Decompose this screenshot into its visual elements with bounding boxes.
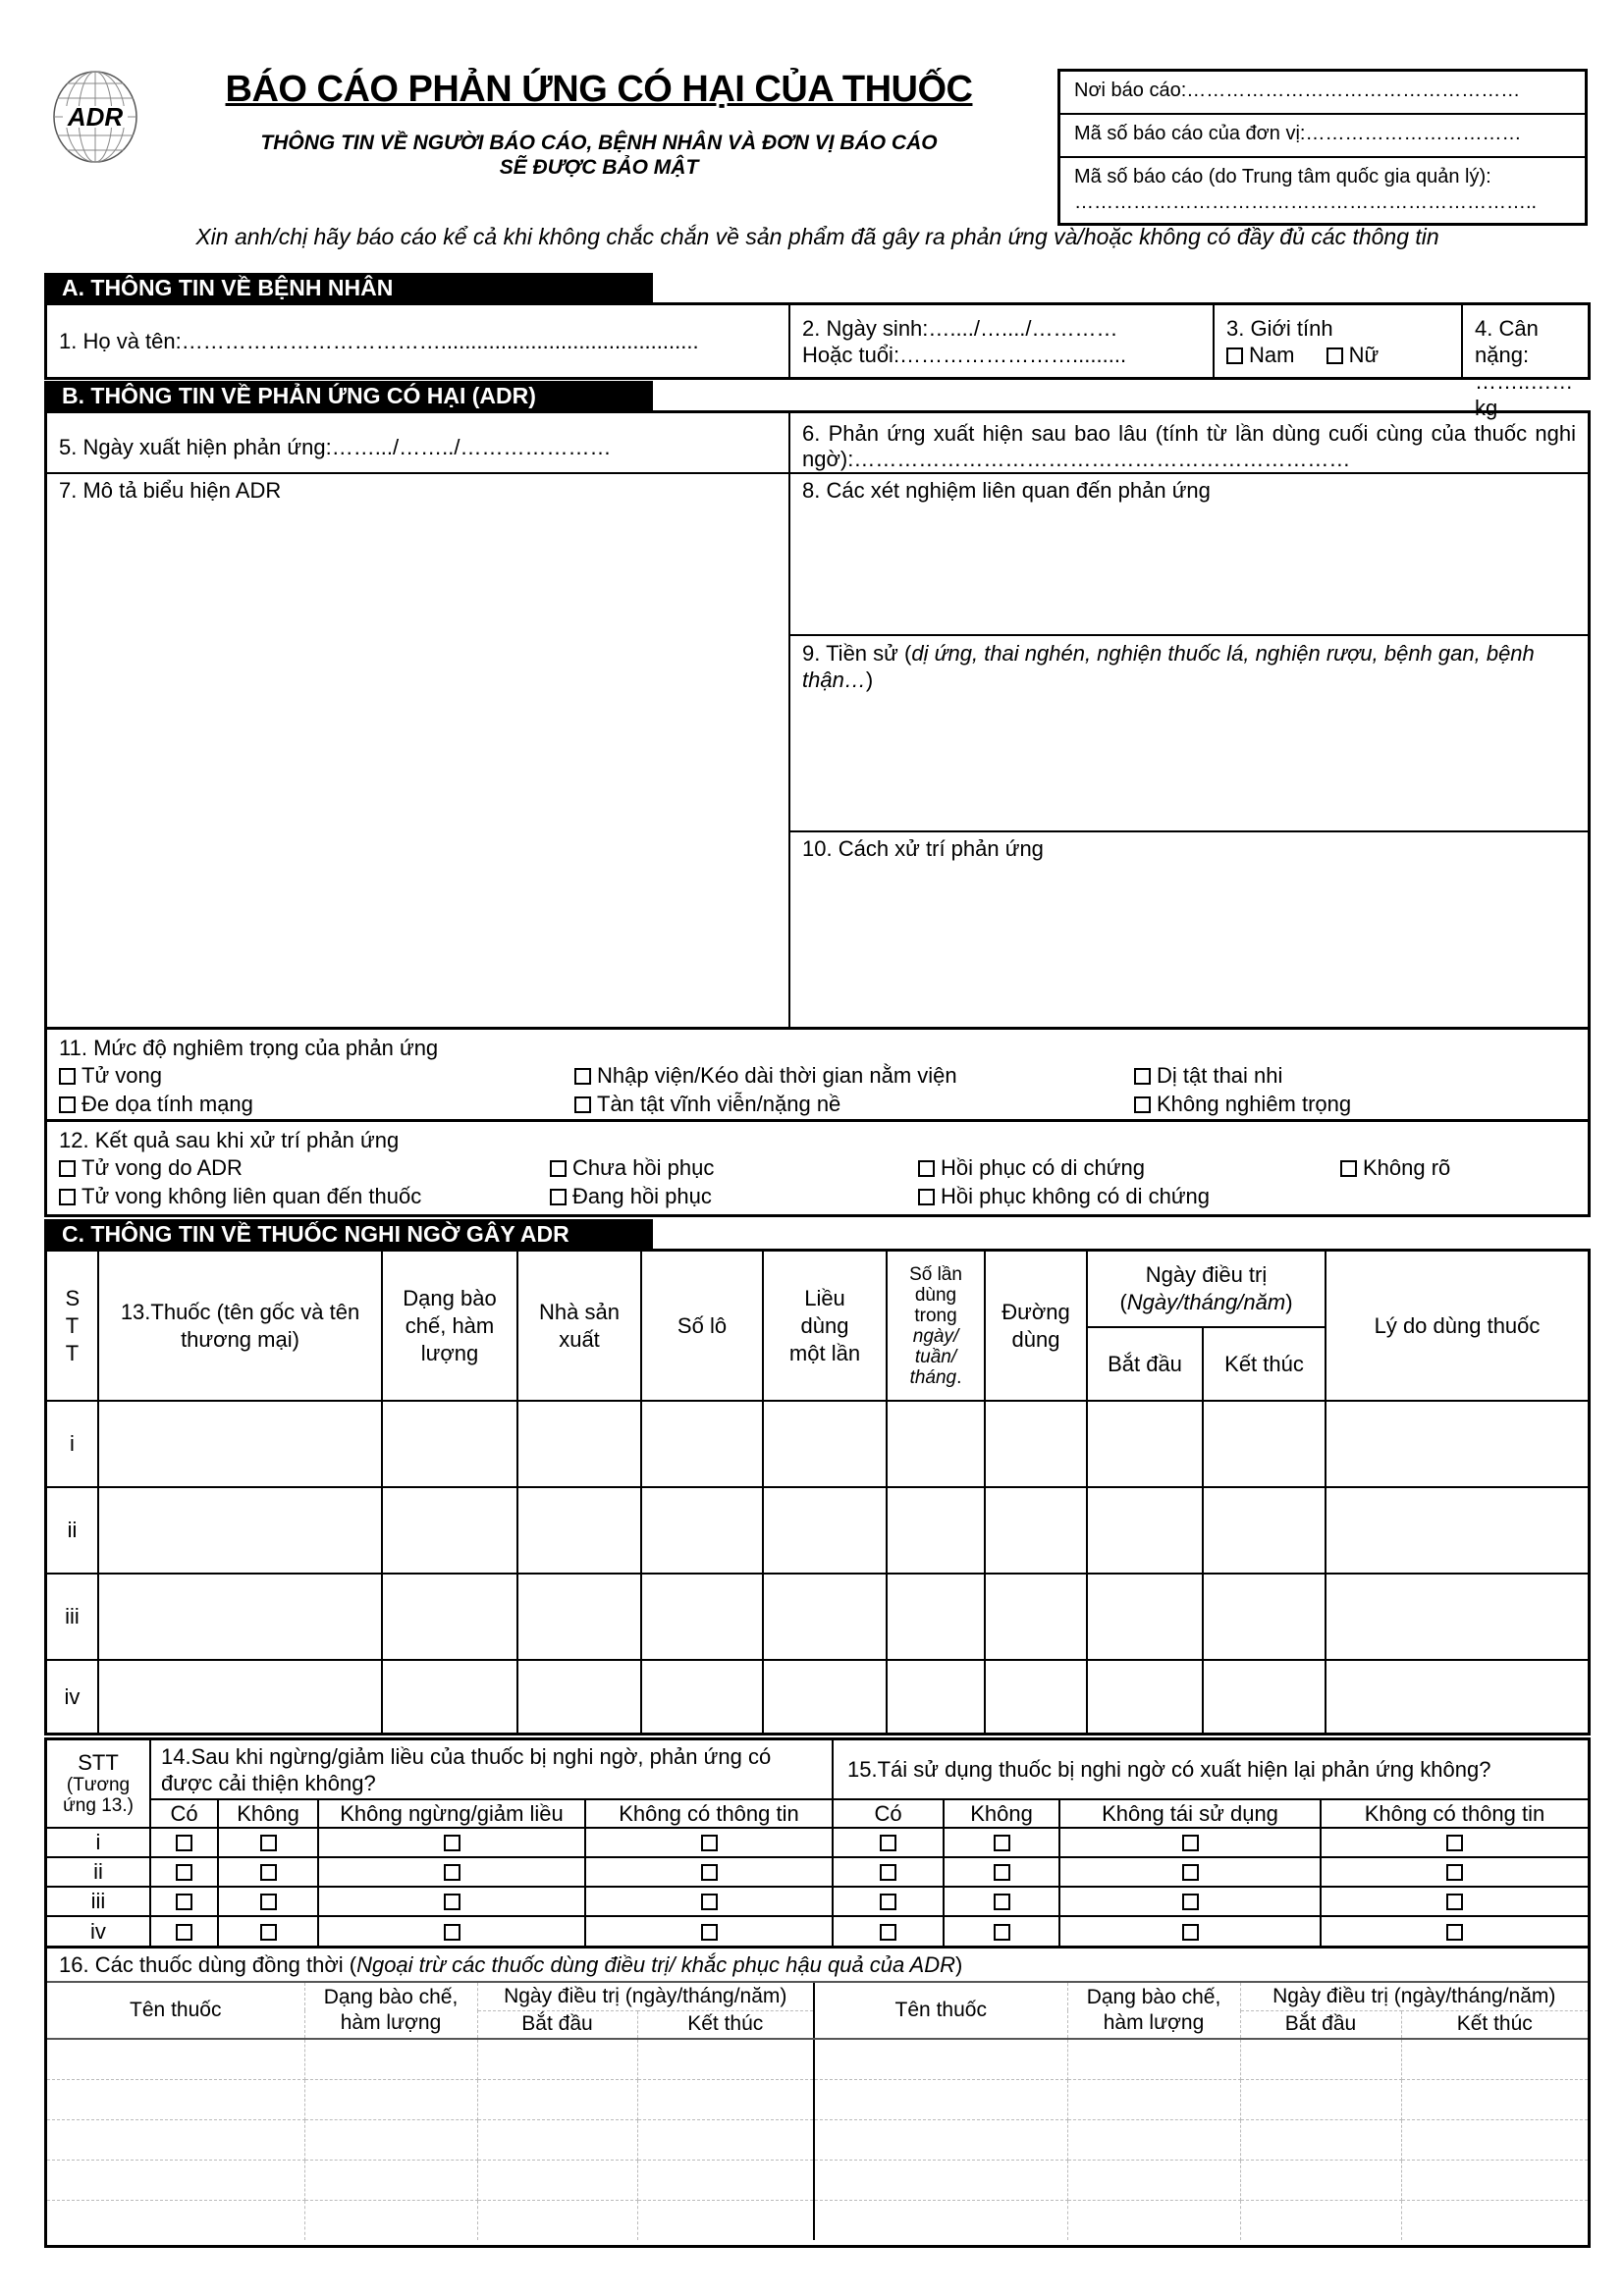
q15-col-yes: Có	[833, 1799, 944, 1828]
table-row: iii	[47, 1574, 1588, 1660]
col-drug-name: 13.Thuốc (tên gốc và tên thương mại)	[98, 1252, 382, 1401]
concomitant-label: 16. Các thuốc dùng đồng thời (Ngoại trừ các thuốc dùng điều trị/ khắc phục hậu quả của ADR)	[47, 1949, 1588, 1983]
col-reason: Lý do dùng thuốc	[1326, 1252, 1588, 1401]
checkbox[interactable]	[994, 1924, 1010, 1941]
table-row	[47, 2160, 1588, 2200]
onset-date-field[interactable]: 5. Ngày xuất hiện phản ứng:…….../……../…………………	[59, 435, 612, 459]
q15-rechallenge: 15.Tái sử dụng thuốc bị nghi ngờ có xuất hiện lại phản ứng không?	[833, 1740, 1588, 1799]
severity-option-life-threatening[interactable]: Đe dọa tính mạng	[47, 1088, 265, 1121]
table-row	[47, 2200, 1588, 2240]
gender-field: 3. Giới tính Nam Nữ	[1226, 316, 1380, 367]
checkbox[interactable]	[880, 1924, 896, 1941]
checkbox[interactable]	[444, 1835, 460, 1851]
checkbox[interactable]	[176, 1894, 192, 1910]
checkbox[interactable]	[701, 1864, 718, 1881]
concomitant-drugs-table	[47, 1983, 1588, 2240]
col-lot-number: Số lô	[641, 1252, 763, 1401]
checkbox[interactable]	[59, 1189, 76, 1205]
checkbox[interactable]	[880, 1894, 896, 1910]
checkbox[interactable]	[701, 1894, 718, 1910]
outcome-label: 12. Kết quả sau khi xử trí phản ứng	[59, 1128, 400, 1152]
severity-option-not-serious[interactable]: Không nghiêm trọng	[1122, 1088, 1363, 1121]
col-dosage-form: Dạng bào chế, hàm lượng	[382, 1252, 517, 1401]
checkbox[interactable]	[574, 1068, 591, 1085]
outcome-option-death-unrelated[interactable]: Tử vong không liên quan đến thuốc	[47, 1180, 433, 1213]
severity-label: 11. Mức độ nghiêm trọng của phản ứng	[59, 1036, 439, 1060]
checkbox[interactable]	[1446, 1894, 1463, 1910]
dechallenge-rechallenge-table	[44, 1737, 1591, 1949]
drug-cell[interactable]	[98, 1401, 382, 1487]
checkbox[interactable]	[176, 1835, 192, 1851]
col-route: Đường dùng	[985, 1252, 1087, 1401]
lab-tests-field[interactable]: 8. Các xét nghiệm liên quan đến phản ứng	[802, 478, 1211, 503]
checkbox[interactable]	[1182, 1924, 1199, 1941]
q14-col-no: Không	[218, 1799, 318, 1828]
q15-col-no-info: Không có thông tin	[1321, 1799, 1588, 1828]
col-start-left: Bắt đầu	[477, 2010, 637, 2039]
q14-col-not-stopped: Không ngừng/giảm liều	[318, 1799, 585, 1828]
checkbox[interactable]	[994, 1894, 1010, 1910]
stt-header: STT (Tương ứng 13.)	[47, 1740, 150, 1828]
table-row: i	[47, 1828, 1588, 1857]
outcome-option-not-recovered[interactable]: Chưa hồi phục	[538, 1151, 726, 1185]
checkbox[interactable]	[994, 1864, 1010, 1881]
col-single-dose: Liều dùng một lần	[763, 1252, 887, 1401]
checkbox[interactable]	[1446, 1835, 1463, 1851]
severity-option-death[interactable]: Tử vong	[47, 1059, 174, 1093]
national-report-code-field[interactable]: Mã số báo cáo (do Trung tâm quốc gia quản lý): ……………………………………………………………..	[1074, 166, 1538, 213]
checkbox[interactable]	[260, 1924, 277, 1941]
col-drug-name-right: Tên thuốc	[814, 1983, 1067, 2039]
checkbox[interactable]	[880, 1864, 896, 1881]
col-frequency: Số lần dùng trong ngày/ tuần/ tháng.	[887, 1252, 985, 1401]
svg-text:ADR: ADR	[67, 102, 124, 132]
outcome-option-unknown[interactable]: Không rõ	[1328, 1151, 1462, 1185]
checkbox[interactable]	[260, 1835, 277, 1851]
table-row: iv	[47, 1660, 1588, 1733]
checkbox[interactable]	[994, 1835, 1010, 1851]
checkbox[interactable]	[701, 1924, 718, 1941]
col-end-date: Kết thúc	[1203, 1327, 1326, 1401]
checkbox[interactable]	[59, 1160, 76, 1177]
checkbox[interactable]	[260, 1894, 277, 1910]
checkbox[interactable]	[880, 1835, 896, 1851]
checkbox[interactable]	[444, 1894, 460, 1910]
table-row: i	[47, 1401, 1588, 1487]
concomitant-drugs-block	[44, 1949, 1591, 2248]
checkbox[interactable]	[1182, 1894, 1199, 1910]
outcome-option-recovered-sequelae[interactable]: Hồi phục có di chứng	[906, 1151, 1157, 1185]
drug-cell[interactable]	[98, 1660, 382, 1733]
q14-col-no-info: Không có thông tin	[585, 1799, 833, 1828]
subtitle-line-1: THÔNG TIN VỀ NGƯỜI BÁO CÁO, BỆNH NHÂN VÀ ĐƠN VỊ BÁO CÁO	[260, 132, 938, 154]
table-row	[47, 2039, 1588, 2079]
q14-dechallenge: 14.Sau khi ngừng/giảm liều của thuốc bị nghi ngờ, phản ứng có được cải thiện không?	[150, 1740, 833, 1799]
checkbox[interactable]	[176, 1864, 192, 1881]
section-b-header: B. THÔNG TIN VỀ PHẢN ỨNG CÓ HẠI (ADR)	[44, 381, 653, 410]
checkbox[interactable]	[444, 1924, 460, 1941]
checkbox[interactable]	[59, 1096, 76, 1113]
col-end-left: Kết thúc	[637, 2010, 814, 2039]
section-a-header: A. THÔNG TIN VỀ BỆNH NHÂN	[44, 273, 653, 302]
checkbox[interactable]	[918, 1189, 935, 1205]
checkbox[interactable]	[1340, 1160, 1357, 1177]
col-manufacturer: Nhà sản xuất	[517, 1252, 641, 1401]
patient-name-field[interactable]: 1. Họ và tên:………………………………...........................................	[59, 329, 699, 353]
adr-description-field[interactable]: 7. Mô tả biểu hiện ADR	[59, 478, 282, 503]
outcome-block	[44, 1119, 1591, 1217]
subtitle-line-2: SẼ ĐƯỢC BẢO MẬT	[499, 156, 699, 179]
section-c-header: C. THÔNG TIN VỀ THUỐC NGHI NGỜ GÂY ADR	[44, 1219, 653, 1249]
checkbox[interactable]	[574, 1096, 591, 1113]
col-drug-name-left: Tên thuốc	[47, 1983, 304, 2039]
adr-globe-logo	[51, 69, 139, 165]
col-treatment-dates: Ngày điều trị (Ngày/tháng/năm)	[1087, 1252, 1326, 1327]
dob-age-field[interactable]: 2. Ngày sinh:…..../…..../………… Hoặc tuổi:…………………….........	[802, 316, 1127, 367]
col-stt: S T T	[47, 1252, 98, 1401]
severity-block	[44, 1027, 1591, 1122]
adr-treatment-field[interactable]: 10. Cách xử trí phản ứng	[802, 836, 1044, 861]
table-row: iii	[47, 1887, 1588, 1916]
adr-info-block	[44, 410, 1591, 1030]
page-title: BÁO CÁO PHẢN ỨNG CÓ HẠI CỦA THUỐC	[225, 69, 973, 110]
checkbox[interactable]	[1182, 1835, 1199, 1851]
checkbox[interactable]	[1182, 1864, 1199, 1881]
gender-male-checkbox[interactable]	[1226, 347, 1243, 364]
severity-option-birth-defect[interactable]: Dị tật thai nhi	[1122, 1059, 1294, 1093]
severity-option-disability[interactable]: Tàn tật vĩnh viễn/nặng nề	[563, 1088, 852, 1121]
checkbox[interactable]	[260, 1864, 277, 1881]
checkbox[interactable]	[1446, 1864, 1463, 1881]
confidentiality-note	[201, 131, 997, 180]
table-row	[47, 2079, 1588, 2119]
checkbox[interactable]	[918, 1160, 935, 1177]
checkbox[interactable]	[176, 1924, 192, 1941]
onset-time-field[interactable]: 6. Phản ứng xuất hiện sau bao lâu (tính từ lần dùng cuối cùng của thuốc nghi ngờ):……………………………………………………………	[802, 421, 1576, 471]
checkbox[interactable]	[59, 1068, 76, 1085]
col-end-right: Kết thúc	[1401, 2010, 1588, 2039]
col-start-date: Bắt đầu	[1087, 1327, 1203, 1401]
checkbox[interactable]	[1134, 1096, 1151, 1113]
report-id-box	[1057, 69, 1588, 226]
col-dates-left: Ngày điều trị (ngày/tháng/năm)	[477, 1983, 814, 2010]
globe-icon	[51, 69, 139, 165]
outcome-option-death-adr[interactable]: Tử vong do ADR	[47, 1151, 254, 1185]
unit-report-code-field[interactable]: Mã số báo cáo của đơn vị:……………………………	[1060, 115, 1585, 158]
col-dosage-right: Dạng bào chế, hàm lượng	[1067, 1983, 1240, 2039]
col-dates-right: Ngày điều trị (ngày/tháng/năm)	[1240, 1983, 1588, 2010]
outcome-option-recovering[interactable]: Đang hồi phục	[538, 1180, 724, 1213]
checkbox[interactable]	[1134, 1068, 1151, 1085]
checkbox[interactable]	[550, 1160, 567, 1177]
severity-option-hospitalization[interactable]: Nhập viện/Kéo dài thời gian nằm viện	[563, 1059, 969, 1093]
weight-field[interactable]: 4. Cân nặng: ……..……kg	[1475, 316, 1574, 420]
table-row: ii	[47, 1487, 1588, 1574]
suspected-drugs-table	[44, 1249, 1591, 1735]
table-row	[47, 2119, 1588, 2160]
table-row: ii	[47, 1857, 1588, 1887]
col-dosage-left: Dạng bào chế, hàm lượng	[304, 1983, 477, 2039]
col-start-right: Bắt đầu	[1240, 2010, 1401, 2039]
q15-col-not-reused: Không tái sử dụng	[1059, 1799, 1321, 1828]
gender-female-checkbox[interactable]	[1326, 347, 1343, 364]
q15-col-no: Không	[944, 1799, 1059, 1828]
drug-cell[interactable]	[98, 1487, 382, 1574]
q14-col-yes: Có	[150, 1799, 218, 1828]
checkbox[interactable]	[701, 1835, 718, 1851]
outcome-option-recovered-no-sequelae[interactable]: Hồi phục không có di chứng	[906, 1180, 1221, 1213]
intro-instruction: Xin anh/chị hãy báo cáo kể cả khi không chắc chắn về sản phẩm đã gây ra phản ứng và/hoặc không có đầy đủ các thông tin	[195, 224, 1439, 249]
checkbox[interactable]	[444, 1864, 460, 1881]
report-place-field[interactable]: Nơi báo cáo:……………………………………………	[1060, 72, 1585, 115]
checkbox[interactable]	[550, 1189, 567, 1205]
medical-history-field[interactable]: 9. Tiền sử (dị ứng, thai nghén, nghiện thuốc lá, nghiện rượu, bệnh gan, bệnh thận…)	[802, 641, 1535, 692]
drug-cell[interactable]	[98, 1574, 382, 1660]
checkbox[interactable]	[1446, 1924, 1463, 1941]
table-row: iv	[47, 1916, 1588, 1946]
